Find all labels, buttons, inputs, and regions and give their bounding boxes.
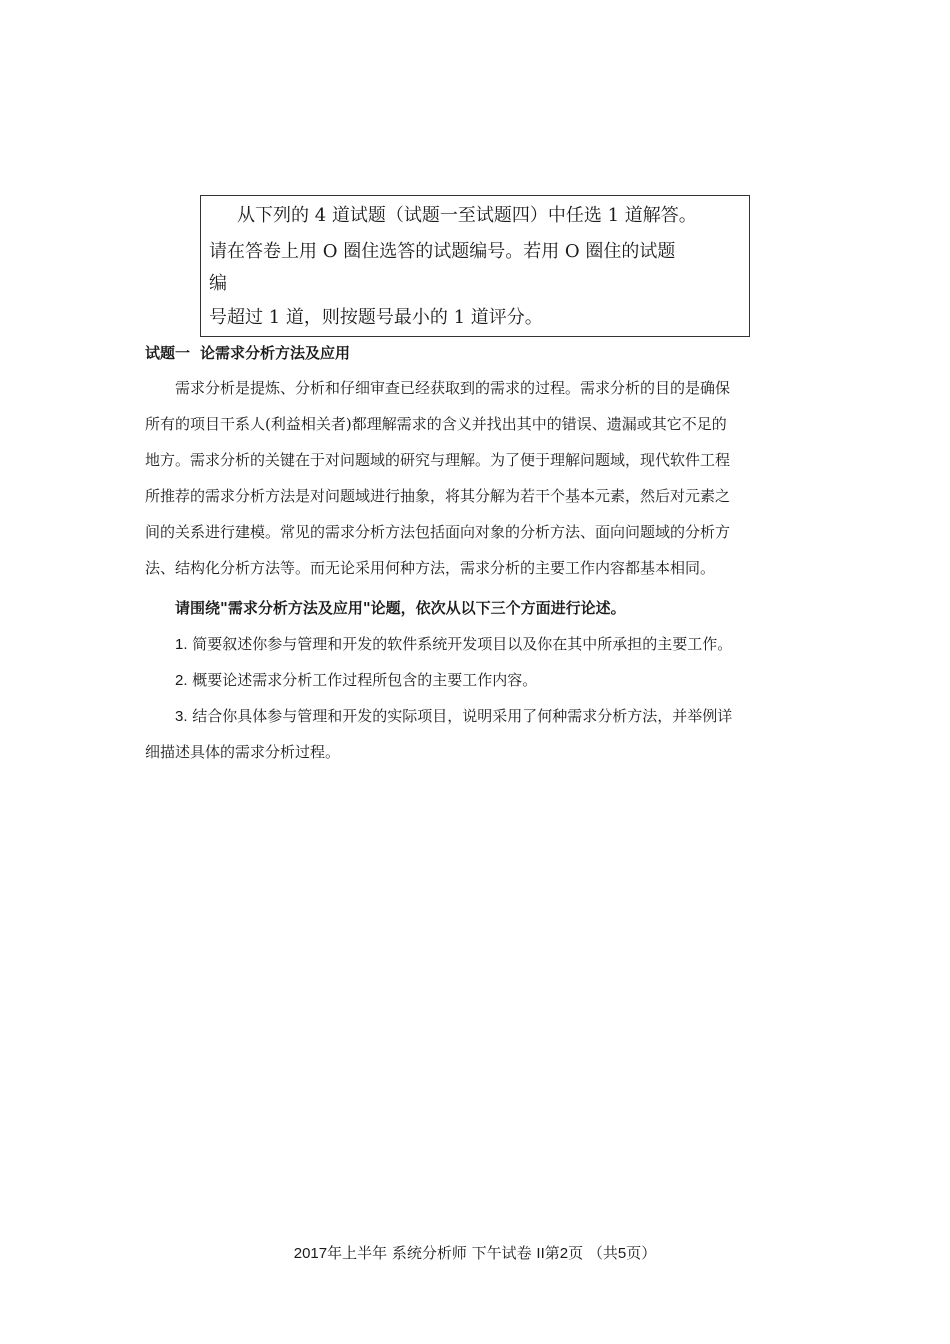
instruction-line-3: 编	[209, 273, 227, 294]
item-text: 概要论述需求分析工作过程所包含的主要工作内容。	[192, 671, 538, 689]
instruction-line-1: 从下列的 4 道试题（试题一至试题四）中任选 1 道解答。	[237, 205, 697, 226]
instruction-box	[200, 195, 750, 337]
body-line: 所推荐的需求分析方法是对问题域进行抽象，将其分解为若干个基本元素，然后对元素之	[145, 487, 731, 505]
requirement-statement: 请围绕"需求分析方法及应用"论题，依次从以下三个方面进行论述。	[175, 599, 626, 617]
list-item	[175, 666, 537, 695]
item-text: 结合你具体参与管理和开发的实际项目，说明采用了何种需求分析方法，并举例详	[192, 707, 733, 725]
instruction-line-2: 请在答卷上用 O 圈住选答的试题编号。若用 O 圈住的试题	[209, 241, 676, 262]
question-title: 论需求分析方法及应用	[200, 344, 351, 362]
footer-year: 2017	[293, 1245, 328, 1262]
footer-text: 年上半年 系统分析师 下午试卷	[327, 1244, 537, 1262]
list-item	[175, 630, 732, 659]
instruction-line-4: 号超过 1 道，则按题号最小的 1 道评分。	[209, 307, 543, 328]
body-line: 需求分析是提炼、分析和仔细审查已经获取到的需求的过程。需求分析的目的是确保	[175, 379, 731, 397]
footer-text: 第	[544, 1244, 560, 1262]
body-line: 法、结构化分析方法等。而无论采用何种方法，需求分析的主要工作内容都基本相同。	[145, 559, 716, 577]
footer-total-pages: 5	[617, 1245, 627, 1262]
question-body	[145, 370, 807, 586]
item-number: 3.	[175, 708, 188, 725]
item-number: 1.	[175, 636, 188, 653]
list-item-continuation: 细描述具体的需求分析过程。	[145, 743, 341, 761]
footer-roman: II	[536, 1245, 545, 1262]
item-text: 简要叙述你参与管理和开发的软件系统开发项目以及你在其中所承担的主要工作。	[192, 635, 733, 653]
footer-text: 页）	[626, 1244, 657, 1262]
body-line: 间的关系进行建模。常见的需求分析方法包括面向对象的分析方法、面向问题域的分析方	[145, 523, 731, 541]
question-heading	[145, 342, 350, 364]
footer-page-number: 2	[559, 1245, 569, 1262]
question-label: 试题一	[145, 344, 191, 362]
footer-text: 页 （共	[568, 1244, 618, 1262]
item-number: 2.	[175, 672, 188, 689]
body-line: 所有的项目干系人(利益相关者)都理解需求的含义并找出其中的错误、遗漏或其它不足的	[145, 415, 727, 433]
body-line: 地方。需求分析的关键在于对问题域的研究与理解。为了便于理解问题域，现代软件工程	[145, 451, 731, 469]
list-item	[175, 702, 732, 731]
page-footer	[0, 1241, 950, 1266]
